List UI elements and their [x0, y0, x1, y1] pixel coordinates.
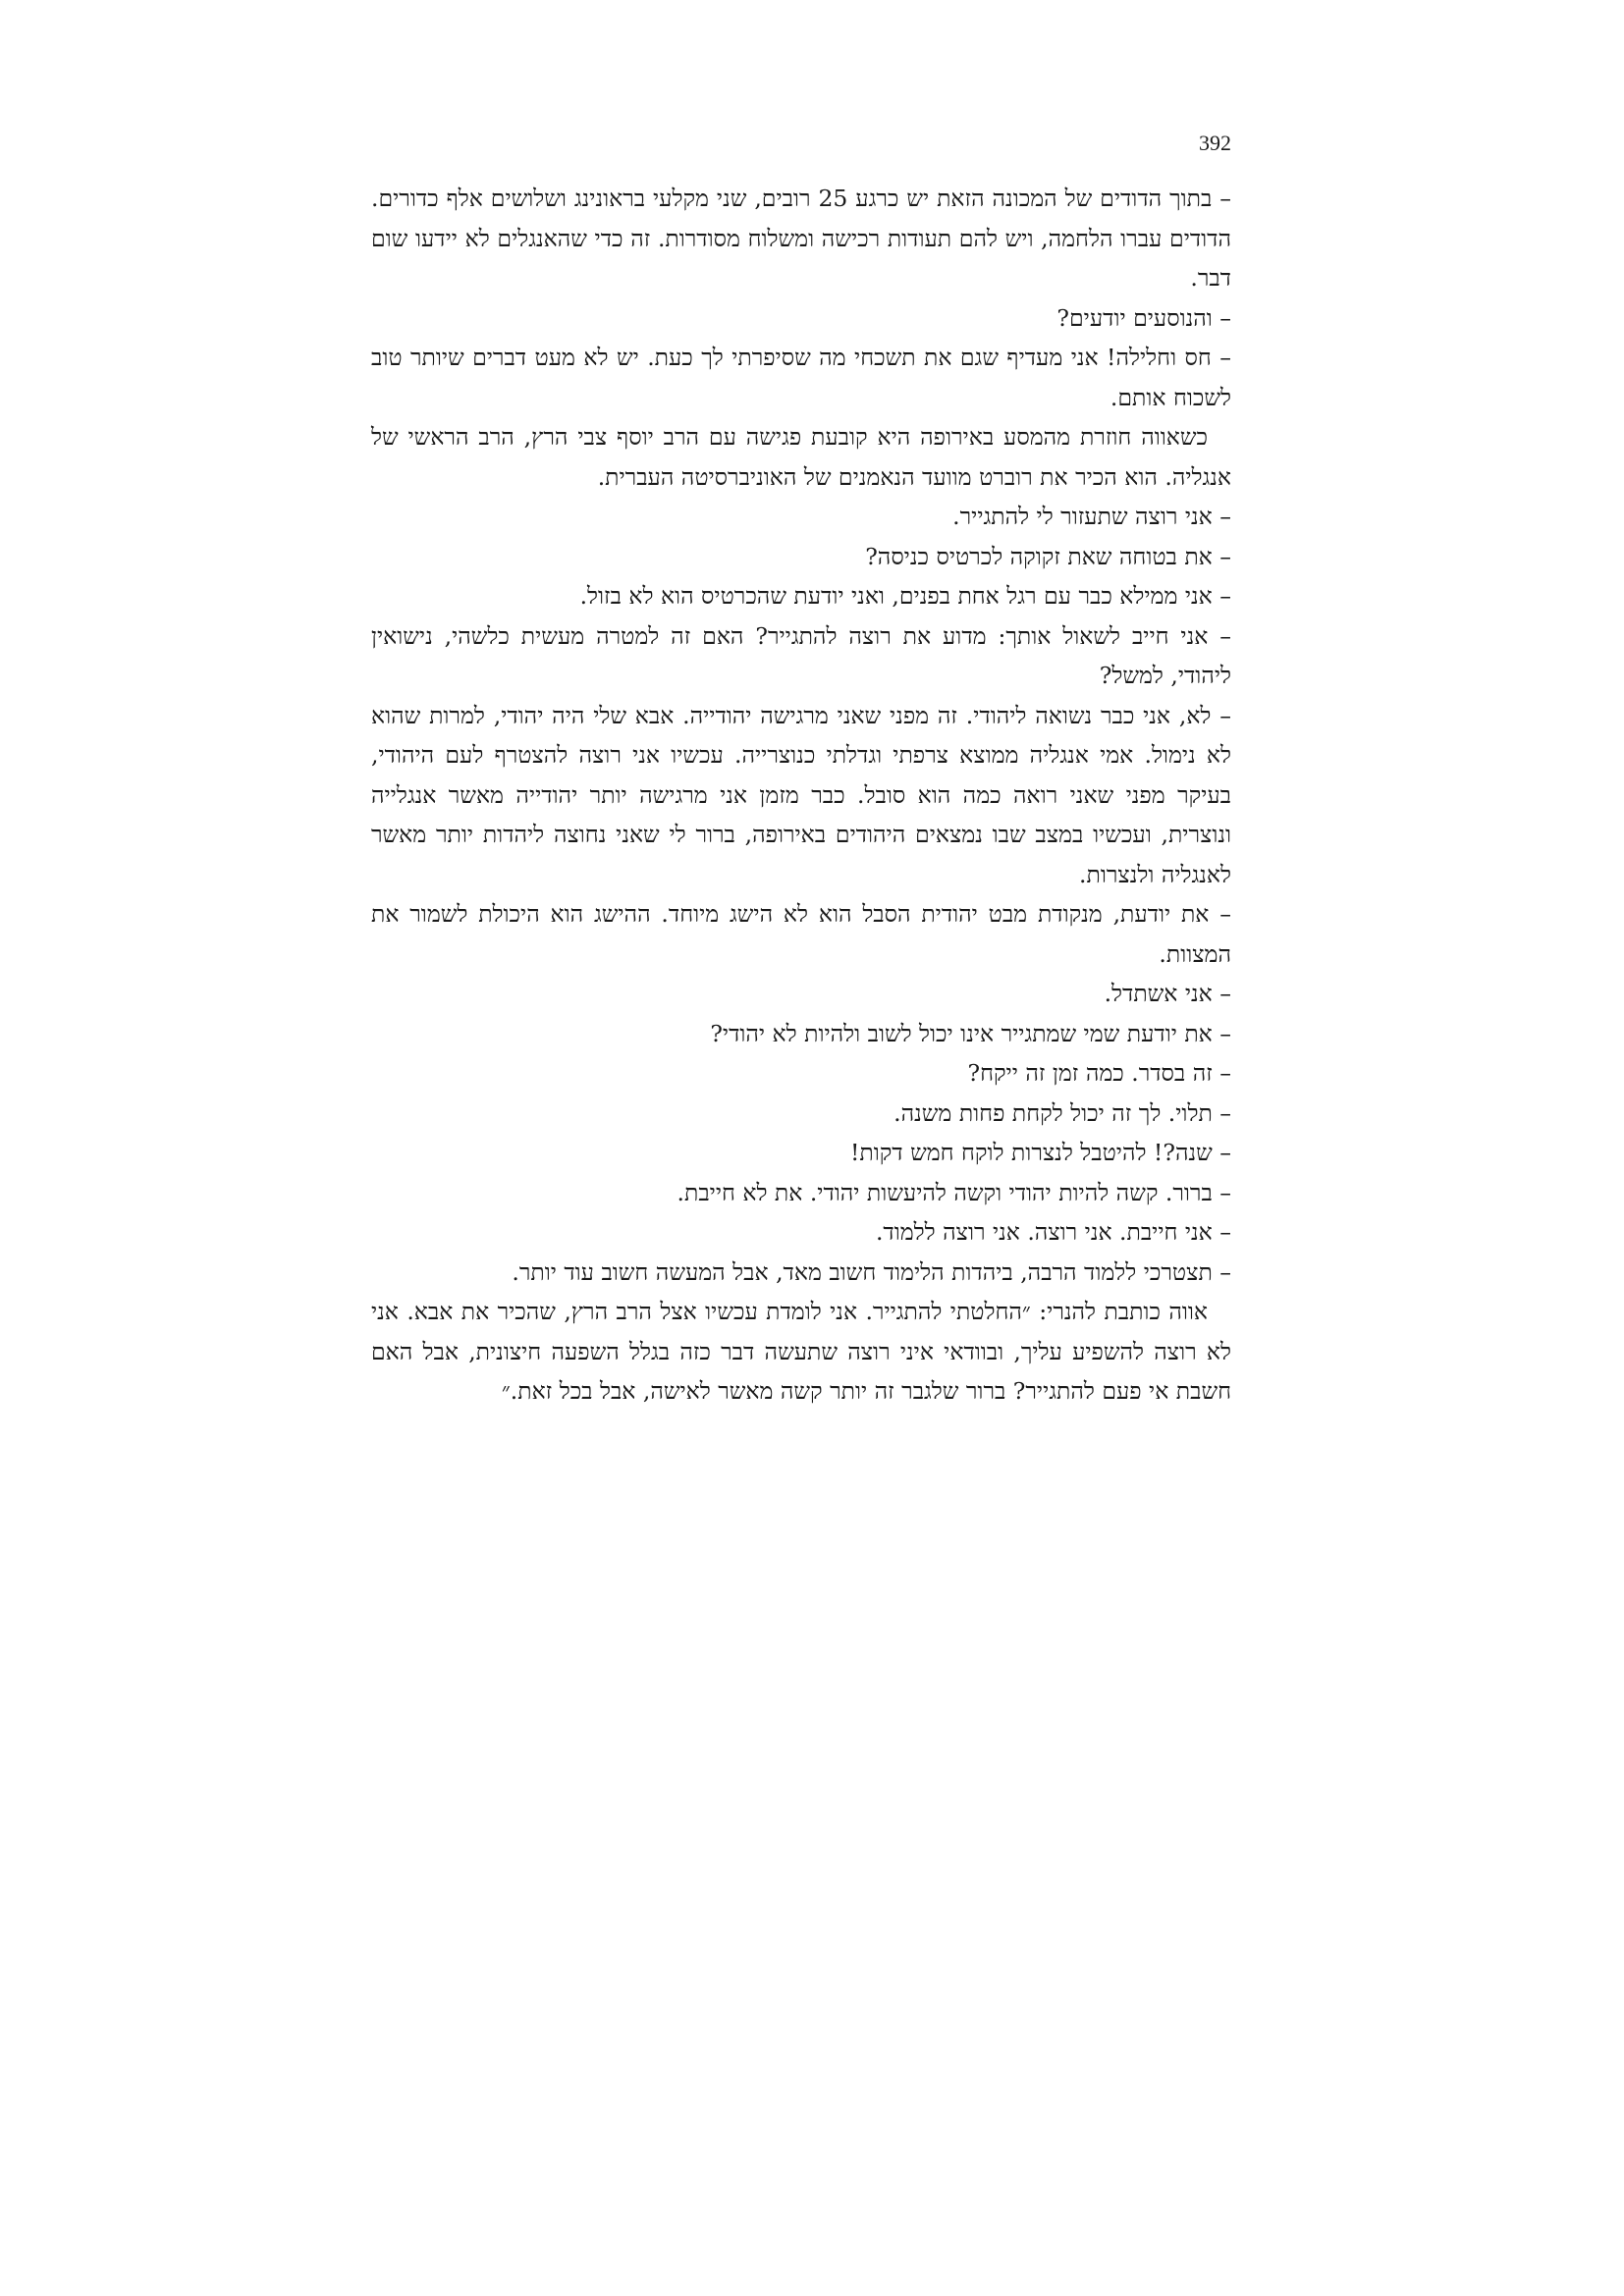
paragraph-11: – אני אשתדל.	[1104, 980, 1231, 1007]
paragraph-6: – את בטוחה שאת זקוקה לכרטיס כניסה?	[865, 542, 1231, 570]
paragraph-3: – חס וחלילה! אני מעדיף שגם את תשכחי מה שסיפרתי לך כעת. יש לא מעט דברים שיותר טוב לשכוח אותם.	[371, 344, 1231, 411]
paragraph-10: – את יודעת, מנקודת מבט יהודית הסבל הוא לא הישג מיוחד. ההישג הוא היכולת לשמור את המצוות.	[371, 900, 1231, 968]
paragraph-2: – והנוסעים יודעים?	[1056, 303, 1231, 332]
paragraph-1: – בתוך הדודים של המכונה הזאת יש כרגע 25 רובים, שני מקלעי בראונינג ושלושים אלף כדורים. הדודים עברו הלחמה, ויש להם תעודות רכישה ומשלוח מסודרות. זה כדי שהאנגלים לא יידעו שום דבר.	[371, 185, 1232, 292]
paragraph-18: – תצטרכי ללמוד הרבה, ביהדות הלימוד חשוב מאד, אבל המעשה חשוב עוד יותר.	[512, 1257, 1231, 1286]
paragraph-8: – אני חייב לשאול אותך: מדוע את רוצה להתגייר? האם זה למטרה מעשית כלשהי, נישואין ליהודי, למשל?	[371, 621, 1231, 689]
body-text	[371, 179, 1231, 1412]
paragraph-4: כשאווה חוזרת מהמסע באירופה היא קובעת פגישה עם הרב יוסף צבי הרץ, הרב הראשי של אנגליה. הוא הכיר את רוברט מוועד הנאמנים של האוניברסיטה העברית.	[371, 423, 1231, 491]
paragraph-5: – אני רוצה שתעזור לי להתגייר.	[952, 503, 1231, 530]
page-number: 392	[1199, 131, 1231, 155]
paragraph-7: – אני ממילא כבר עם רגל אחת בפנים, ואני יודעת שהכרטיס הוא לא בזול.	[579, 582, 1231, 610]
paragraph-15: – שנה?! להיטבל לנצרות לוקח חמש דקות!	[849, 1139, 1231, 1166]
paragraph-13: – זה בסדר. כמה זמן זה ייקח?	[967, 1059, 1231, 1087]
paragraph-16: – ברור. קשה להיות יהודי וקשה להיעשות יהודי. את לא חייבת.	[677, 1178, 1231, 1206]
paragraph-14: – תלוי. לך זה יכול לקחת פחות משנה.	[893, 1098, 1231, 1127]
paragraph-19: אווה כותבת להנרי: ״החלטתי להתגייר. אני לומדת עכשיו אצל הרב הרץ, שהכיר את אבא. אני לא רוצה להשפיע עליך, ובוודאי איני רוצה שתעשה דבר כזה בגלל השפעה חיצונית, אבל האם חשבת אי פעם להתגייר? ברור שלגבר זה יותר קשה מאשר לאישה, אבל בכל זאת.״	[371, 1298, 1231, 1405]
paragraph-17: – אני חייבת. אני רוצה. אני רוצה ללמוד.	[875, 1218, 1231, 1246]
paragraph-12: – את יודעת שמי שמתגייר אינו יכול לשוב ולהיות לא יהודי?	[710, 1019, 1231, 1047]
paragraph-9: – לא, אני כבר נשואה ליהודי. זה מפני שאני מרגישה יהודייה. אבא שלי היה יהודי, למרות שהוא לא נימול. אמי אנגליה ממוצא צרפתי וגדלתי כנוצרייה. עכשיו אני רוצה להצטרף לעם היהודי, בעיקר מפני שאני רואה כמה הוא סובל. כבר מזמן אני מרגישה יותר יהודייה מאשר אנגלייה ונוצרית, ועכשיו במצב שבו נמצאים היהודים באירופה, ברור לי שאני נחוצה ליהדות יותר מאשר לאנגליה ולנצרות.	[371, 701, 1231, 888]
